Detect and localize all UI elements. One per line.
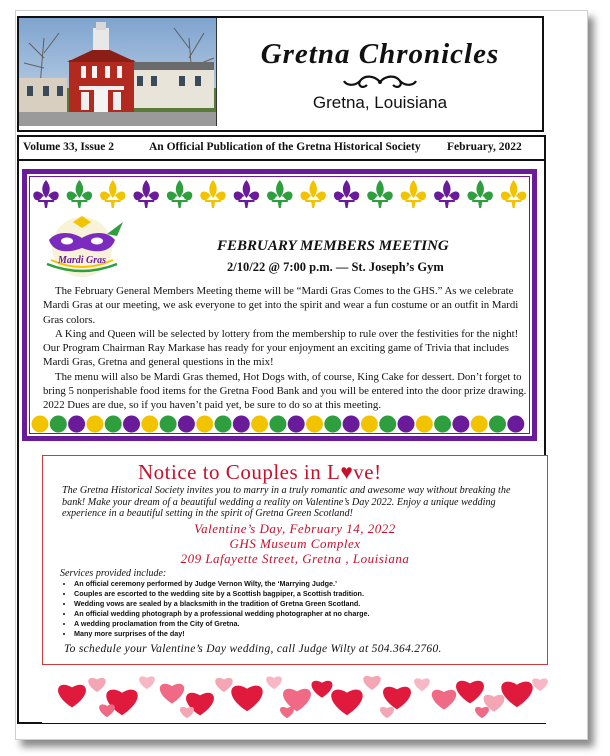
newsletter-city: Gretna, Louisiana (312, 93, 448, 112)
bead-icon (141, 416, 158, 433)
heart-icon (180, 707, 194, 718)
fleur-de-lis-icon (367, 180, 392, 208)
heart-icon (139, 676, 155, 689)
bead-icon (86, 416, 103, 433)
list-item: • Couples are escorted to the wedding site by a Scottish bagpiper, a Scottish tradition. (74, 589, 370, 599)
meeting-paragraph-3: The menu will also be Mardi Gras themed, Hot Dogs with, of course, King Cake for dessert. Don’t forget to bring 5 nonperishable food items for the Gretna Food Bank and you will be entered into the door prize drawing. 2022 Dues are due, so if you haven’t paid yet, be sure to do so at this meeting. (43, 370, 527, 412)
fleur-de-lis-icon (133, 180, 158, 208)
bead-icon (379, 416, 396, 433)
bead-icon (324, 416, 341, 433)
issue-info-bar (17, 135, 546, 161)
fleur-de-lis-icon (33, 180, 58, 208)
bead-icon (361, 416, 378, 433)
bead-icon (215, 416, 232, 433)
fleur-de-lis-icon (167, 180, 192, 208)
services-list (62, 579, 370, 639)
heart-icon (380, 707, 394, 718)
bead-icon (123, 416, 140, 433)
bead-icon (343, 416, 360, 433)
meeting-paragraph-1: The February General Members Meeting theme will be “Mardi Gras Comes to the GHS.” As we celebrate Mardi Gras at our meeting, we ask everyone to get into the spirit and wear a fun costume or an outfit in Mardi Gras colors. (43, 285, 519, 326)
masthead-header (17, 16, 544, 132)
bead-icon (507, 416, 524, 433)
mardi-gras-logo-text: Mardi Gras (57, 255, 107, 266)
heart-icon (456, 681, 484, 704)
heart-icon (363, 676, 380, 690)
meeting-title: FEBRUARY MEMBERS MEETING (217, 238, 449, 254)
meeting-paragraph-2: A King and Queen will be selected by lottery from the membership to rule over the festivities for the night! Our Program Chairman Ray Markase has ready for your enjoyment an exciting game of Trivia that includes Mardi Gras, Gretna and general questions in the mix! (43, 327, 519, 369)
fleur-de-lis-icon (300, 180, 325, 208)
masthead-title-block (219, 18, 541, 126)
fleur-de-lis-icon (401, 180, 426, 208)
heart-icon (58, 685, 86, 708)
bead-icon (233, 416, 250, 433)
list-item: • An official wedding photograph by a professional wedding photographer at no charge. (74, 609, 370, 619)
heart-icon (160, 684, 184, 704)
fleur-de-lis-icon (467, 180, 492, 208)
heart-icon (414, 678, 430, 691)
fleur-de-lis-icon (334, 180, 359, 208)
heart-icon (432, 690, 456, 710)
contact-line: To schedule your Valentine’s Day wedding, call Judge Wilty at 504.364.2760. (64, 643, 442, 655)
fleur-de-lis-icon (67, 180, 92, 208)
heart-icon (312, 681, 333, 698)
fleur-de-lis-border (30, 178, 530, 210)
bead-icon (471, 416, 488, 433)
bead-icon (398, 416, 415, 433)
heart-icon (215, 678, 232, 692)
couples-notice-section (42, 455, 548, 723)
heart-icon (266, 676, 282, 689)
heart-o-icon: ♥ (340, 460, 354, 484)
bead-icon (306, 416, 323, 433)
mardi-gras-mask-logo (37, 216, 127, 278)
publication-line: An Official Publication of the Gretna Historical Society (149, 141, 421, 153)
fleur-de-lis-icon (100, 180, 125, 208)
list-item: • A wedding proclamation from the City of Gretna. (74, 619, 370, 629)
heart-icon (280, 707, 294, 718)
list-item: • Wedding vows are sealed by a blacksmith in the tradition of Gretna Green Scotland. (74, 599, 370, 609)
fleur-de-lis-icon (501, 180, 526, 208)
bead-icon (269, 416, 286, 433)
notice-intro: The Gretna Historical Society invites you to marry in a truly romantic and awesome way without breaking the bank! Make your dream of a beautiful wedding a reality on Valentine’s Day 2022. Enjoy a unique wedding experience in a beautiful setting in the spirit of Gretna Green Scotland! (62, 485, 511, 519)
fleur-de-lis-icon (267, 180, 292, 208)
bead-icon (489, 416, 506, 433)
meeting-datetime: 2/10/22 @ 7:00 p.m. — St. Joseph’s Gym (227, 260, 444, 274)
bead-icon (251, 416, 268, 433)
list-item: • Many more surprises of the day! (74, 629, 370, 639)
meeting-body (43, 284, 529, 413)
heart-icon (383, 687, 411, 710)
members-meeting-section (22, 169, 537, 441)
heart-icon (532, 678, 548, 691)
event-date: Valentine’s Day, February 14, 2022 (194, 521, 396, 536)
services-label: Services provided include: (60, 568, 167, 579)
bead-icon (105, 416, 122, 433)
bead-icon (68, 416, 85, 433)
courthouse-photo (19, 18, 217, 126)
volume-issue: Volume 33, Issue 2 (23, 141, 114, 153)
issue-date: February, 2022 (447, 141, 522, 153)
bead-icon (288, 416, 305, 433)
heart-icon (331, 690, 362, 716)
notice-title-part-2: ve! (353, 460, 382, 484)
bead-icon (32, 416, 49, 433)
newsletter-title: Gretna Chronicles (260, 38, 500, 70)
heart-icon (475, 707, 489, 718)
hearts-border (42, 661, 548, 719)
bead-icon (452, 416, 469, 433)
bead-icon (416, 416, 433, 433)
heart-icon (283, 689, 311, 712)
scroll-ornament-icon (219, 73, 541, 91)
heart-icon (99, 704, 115, 717)
fleur-de-lis-icon (200, 180, 225, 208)
event-address: 209 Lafayette Street, Gretna , Louisiana (180, 551, 410, 566)
fleur-de-lis-icon (434, 180, 459, 208)
heart-icon (88, 678, 105, 692)
list-item: • An official ceremony performed by Judge Vernon Wilty, the ‘Marrying Judge.’ (74, 579, 370, 589)
mardi-gras-bead-border (31, 415, 531, 433)
notice-title-part-1: Notice to Couples in L (138, 460, 341, 484)
notice-title (138, 460, 382, 485)
heart-icon (231, 686, 262, 712)
fleur-de-lis-icon (234, 180, 259, 208)
heart-icon (501, 682, 532, 708)
bead-icon (434, 416, 451, 433)
bead-icon (178, 416, 195, 433)
event-venue: GHS Museum Complex (229, 536, 361, 551)
bead-icon (160, 416, 177, 433)
bead-icon (196, 416, 213, 433)
bead-icon (50, 416, 67, 433)
